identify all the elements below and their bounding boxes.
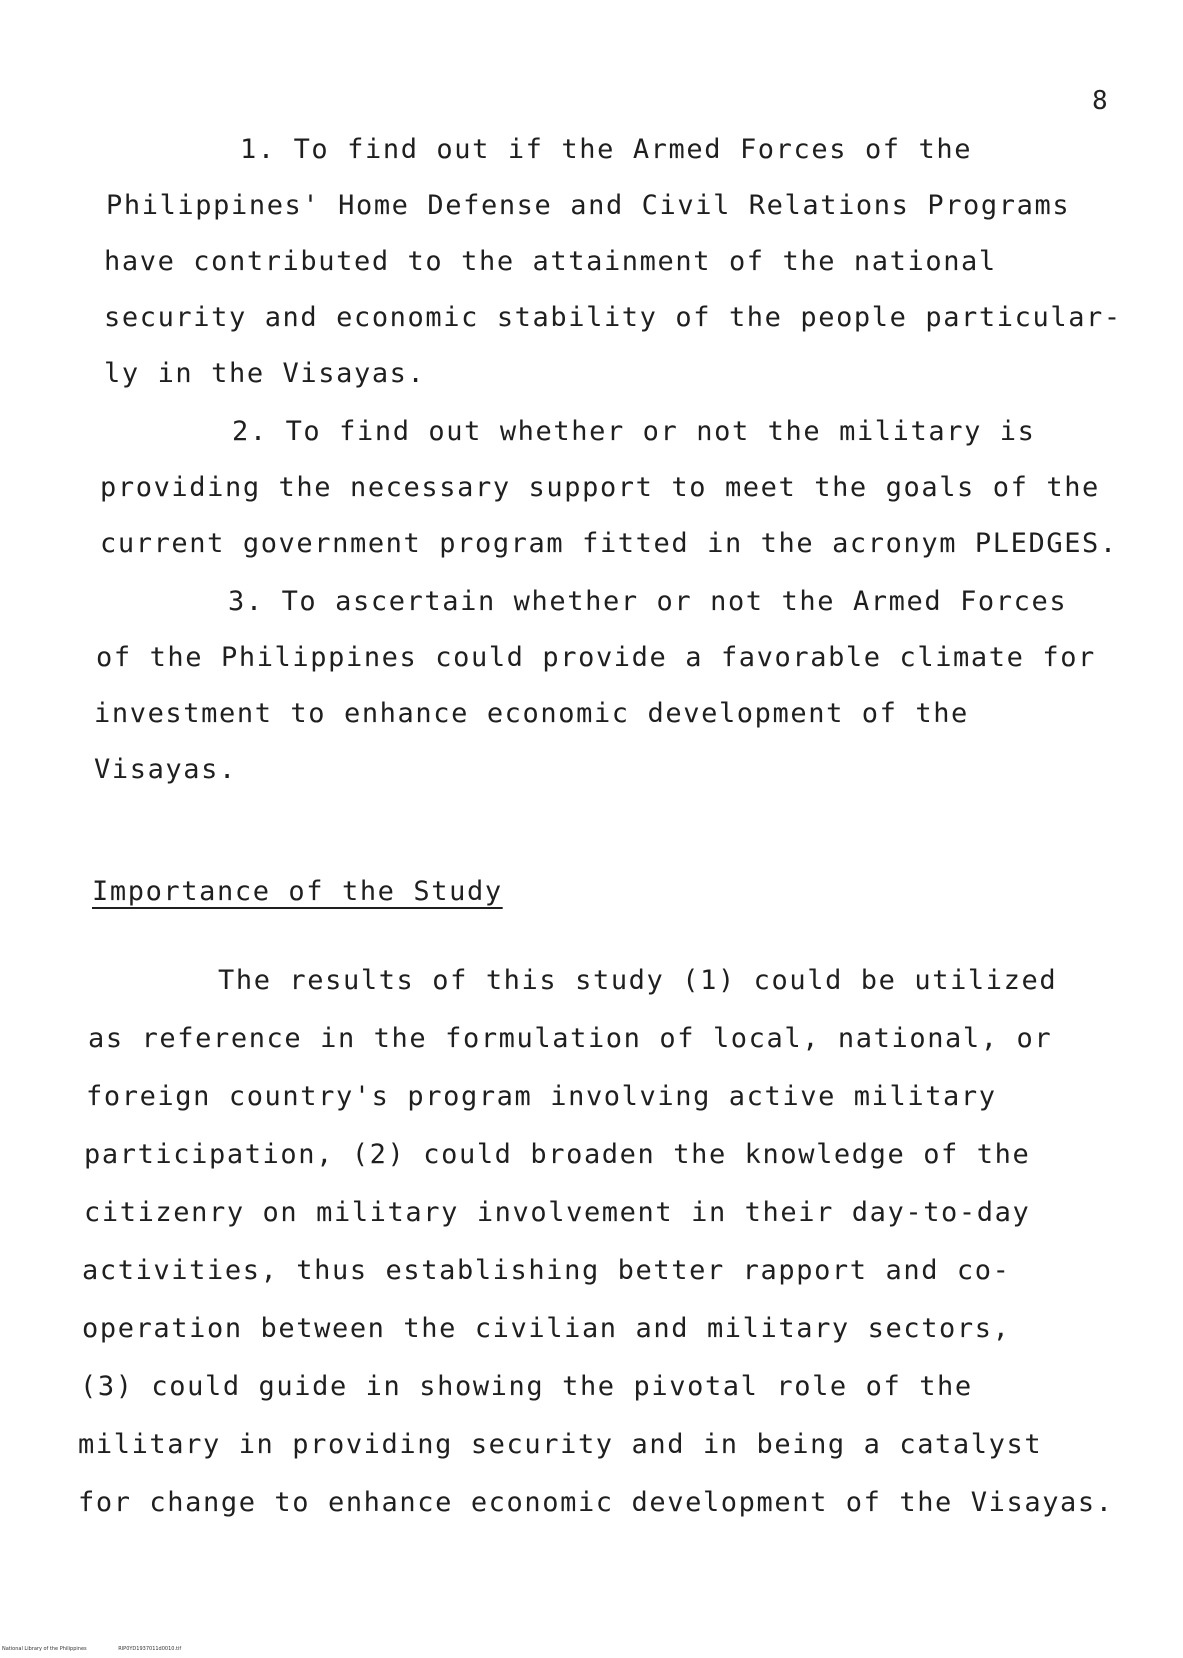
paragraph-line: foreign country's program involving active military — [86, 1081, 997, 1112]
objective-line: 2. To find out whether or not the military is — [232, 416, 1036, 447]
objective-line: 3. To ascertain whether or not the Armed Forces — [228, 586, 1068, 617]
footer-library: National Library of the Philippines — [2, 1646, 87, 1652]
paragraph-line: operation between the civilian and military sectors, — [82, 1313, 1011, 1344]
footer-file-id: RIP0YD1937011d0010.tif — [118, 1646, 182, 1652]
objective-line: of the Philippines could provide a favorable climate for — [96, 642, 1096, 673]
objective-line: Philippines' Home Defense and Civil Relations Programs — [106, 190, 1071, 221]
paragraph-line: for change to enhance economic development of the Visayas. — [78, 1487, 1114, 1518]
objective-line: current government program fitted in the acronym PLEDGES. — [100, 528, 1118, 559]
paragraph-line: as reference in the formulation of local, national, or — [88, 1023, 1053, 1054]
paragraph-line: participation, (2) could broaden the knowledge of the — [84, 1139, 1031, 1170]
paragraph-line: citizenry on military involvement in their day-to-day — [84, 1197, 1031, 1228]
objective-line: providing the necessary support to meet the goals of the — [100, 472, 1100, 503]
objective-line: 1. To find out if the Armed Forces of the — [240, 134, 973, 165]
objective-line: Visayas. — [94, 754, 237, 785]
page-number: 8 — [1092, 86, 1108, 116]
paragraph-line: military in providing security and in being a catalyst — [78, 1429, 1043, 1460]
objective-line: security and economic stability of the people particular- — [104, 302, 1122, 333]
section-heading: Importance of the Study — [92, 876, 503, 907]
objective-line: have contributed to the attainment of the national — [104, 246, 997, 277]
paragraph-line: The results of this study (1) could be utilized — [218, 965, 1058, 996]
paragraph-line: activities, thus establishing better rapport and co- — [82, 1255, 1011, 1286]
scan-footer — [2, 1646, 211, 1652]
objective-line: investment to enhance economic development of the — [94, 698, 969, 729]
objective-line: ly in the Visayas. — [104, 358, 426, 389]
paragraph-line: (3) could guide in showing the pivotal role of the — [80, 1371, 973, 1402]
